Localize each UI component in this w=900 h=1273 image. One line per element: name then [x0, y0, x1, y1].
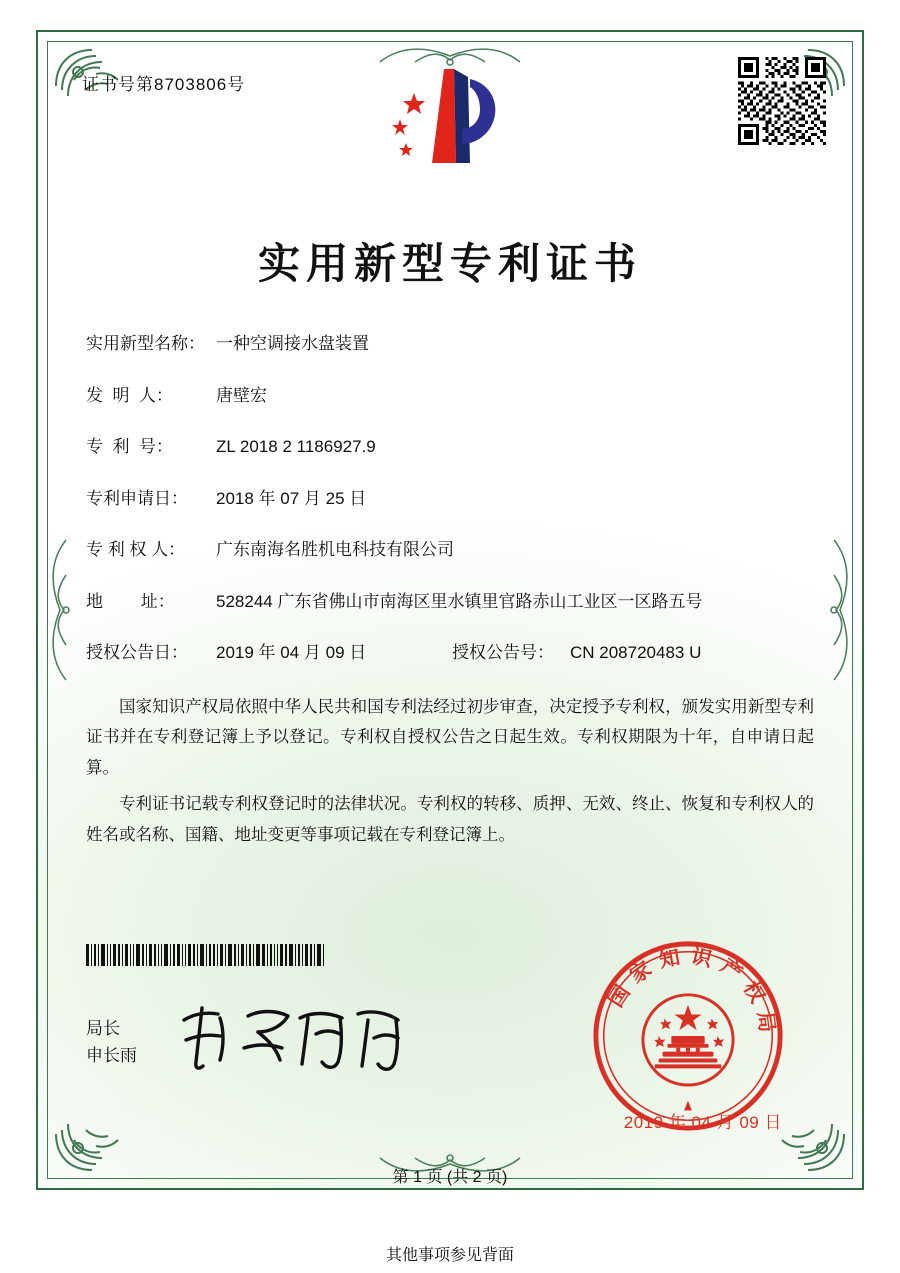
field-label: 专 利 号： — [86, 437, 173, 456]
field-label-grant-date: 授权公告日： — [86, 643, 188, 662]
field-value: 广东南海名胜机电科技有限公司 — [216, 540, 454, 559]
page-title: 实用新型专利证书 — [257, 240, 642, 287]
field-value-grant-date: 2019 年 04 月 09 日 — [216, 643, 367, 662]
field-value: 一种空调接水盘装置 — [216, 334, 369, 353]
field-label: 发 明 人： — [86, 385, 173, 405]
svg-text:国家知识产权局: 国家知识产权局 — [604, 944, 780, 1043]
field-label: 实用新型名称： — [86, 334, 205, 353]
logo-row — [64, 95, 836, 215]
page-indicator: 第 1 页 (共 2 页) — [392, 1169, 508, 1186]
legal-paragraph-2: 专利证书记载专利权登记时的法律状况。专利权的转移、质押、无效、终止、恢复和专利权人的姓名或名称、国籍、地址变更等事项记载在专利登记簿上。 — [86, 794, 814, 844]
field-list — [86, 331, 814, 666]
field-label-grant-number: 授权公告号： — [452, 643, 554, 662]
cnipa-logo-icon — [370, 59, 530, 179]
certificate-number: 证书号第8703806号 — [82, 75, 246, 94]
field-value: ZL 2018 2 1186927.9 — [216, 437, 376, 456]
field-label: 专 利 权 人： — [86, 540, 186, 559]
legal-paragraph-1: 国家知识产权局依照中华人民共和国专利法经过初步审查，决定授予专利权，颁发实用新型专利证书并在专利登记簿上予以登记。专利权自授权公告之日起生效。专利权期限为十年，自申请日起算。 — [86, 696, 814, 777]
field-row-patent-number — [86, 434, 814, 460]
field-row-utility-model-name — [86, 331, 814, 357]
handwritten-signature-icon — [172, 1000, 412, 1080]
field-row-application-date — [86, 486, 814, 512]
seal-date: 2019 年 04 月 09 日 — [623, 1113, 782, 1132]
field-value-grant-number: CN 208720483 U — [570, 643, 702, 662]
field-value: 528244 广东省佛山市南海区里水镇里官路赤山工业区一区路五号 — [216, 591, 703, 611]
barcode — [86, 944, 326, 966]
field-row-address — [86, 589, 814, 615]
director-name-label: 申长雨 — [86, 1046, 137, 1066]
field-row-grant-announcement — [86, 640, 814, 666]
field-row-inventor — [86, 383, 814, 409]
field-label: 专利申请日： — [86, 488, 188, 508]
field-value: 2018 年 07 月 25 日 — [216, 488, 367, 508]
director-title-label: 局长 — [86, 1019, 120, 1038]
field-label: 地 址： — [86, 591, 175, 611]
official-seal-icon — [590, 938, 786, 1134]
field-row-patentee — [86, 537, 814, 563]
signature-block — [86, 1015, 137, 1069]
field-value: 唐壁宏 — [216, 385, 267, 405]
footer-note: 其他事项参见背面 — [385, 1247, 514, 1264]
qr-code-icon — [738, 57, 826, 145]
